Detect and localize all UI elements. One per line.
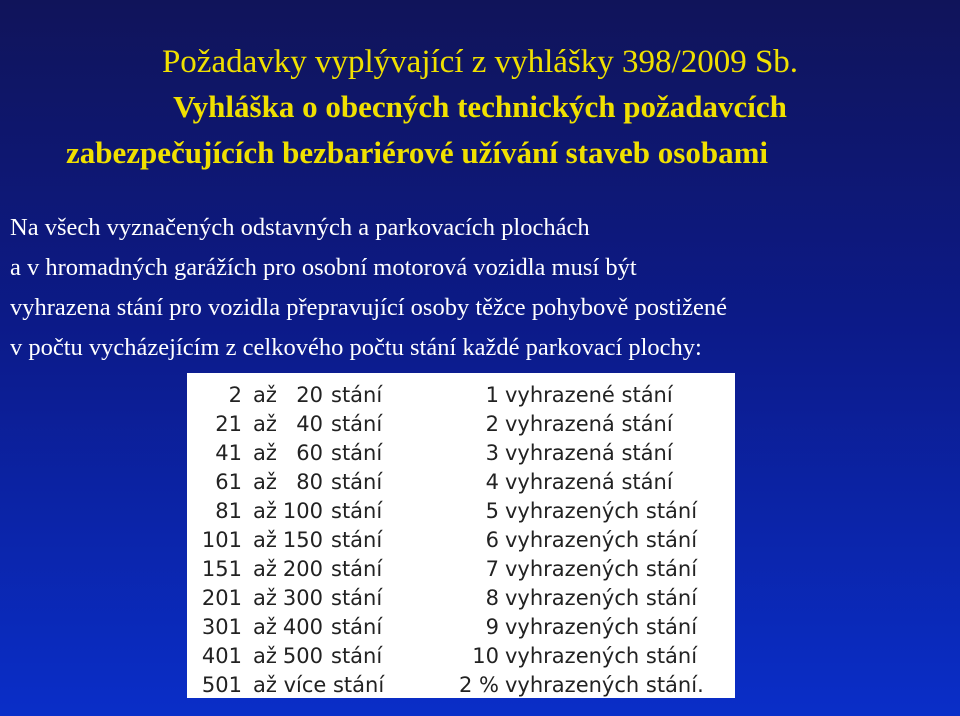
range-to: 60: [296, 441, 323, 465]
range-separator: až: [253, 644, 277, 668]
range-unit: stání: [331, 644, 383, 668]
range-from: 201: [201, 586, 242, 610]
range-separator: až: [253, 586, 277, 610]
reserved-count: 7: [485, 557, 499, 581]
reserved-count: 4: [485, 470, 499, 494]
reserved-label: vyhrazených stání: [505, 644, 698, 668]
table-row: [187, 613, 735, 642]
reserved-count: 5: [485, 499, 499, 523]
range-to: 200: [282, 557, 323, 581]
range-from: 101: [201, 528, 242, 552]
table-row: [187, 381, 735, 410]
table-row: [187, 468, 735, 497]
range-separator: až: [253, 557, 277, 581]
range-unit: stání: [331, 383, 383, 407]
reserved-count: 1: [485, 383, 499, 407]
range-unit: stání: [331, 615, 383, 639]
range-from: 81: [215, 499, 242, 523]
table-row: [187, 497, 735, 526]
range-unit: stání: [331, 470, 383, 494]
range-unit: stání: [331, 557, 383, 581]
table-row: [187, 439, 735, 468]
range-from: 21: [215, 412, 242, 436]
body-line-2: a v hromadných garážích pro osobní motorová vozidla musí být: [10, 254, 637, 281]
table-row: [187, 584, 735, 613]
table-row: [187, 555, 735, 584]
reserved-count: 8: [485, 586, 499, 610]
table-row: [187, 410, 735, 439]
range-separator: až: [253, 499, 277, 523]
reserved-count: 2 %: [459, 673, 499, 697]
parking-spaces-table: [187, 373, 735, 698]
range-to: 80: [296, 470, 323, 494]
range-unit: stání: [331, 528, 383, 552]
range-to: 100: [282, 499, 323, 523]
body-line-4: v počtu vycházejícím z celkového počtu stání každé parkovací plochy:: [10, 334, 702, 361]
range-from: 501: [201, 673, 242, 697]
range-to: 300: [282, 586, 323, 610]
reserved-label: vyhrazená stání: [505, 412, 673, 436]
range-unit: stání: [331, 499, 383, 523]
range-from: 61: [215, 470, 242, 494]
reserved-label: vyhrazených stání: [505, 586, 698, 610]
range-separator: až: [253, 528, 277, 552]
reserved-label: vyhrazených stání: [505, 528, 698, 552]
range-to: 400: [282, 615, 323, 639]
table-row: [187, 642, 735, 671]
range-unit: stání: [331, 441, 383, 465]
range-separator: až: [253, 470, 277, 494]
range-separator: až: [253, 383, 277, 407]
reserved-label: vyhrazených stání: [505, 615, 698, 639]
reserved-label: vyhrazených stání: [505, 499, 698, 523]
body-line-3: vyhrazena stání pro vozidla přepravující osoby těžce pohybově postižené: [10, 294, 728, 321]
slide-title: [0, 40, 960, 176]
range-open-ended: až více stání: [253, 673, 385, 697]
range-to: 150: [282, 528, 323, 552]
range-to: 40: [296, 412, 323, 436]
title-line-1: Požadavky vyplývající z vyhlášky 398/2009 Sb.: [161, 44, 799, 80]
reserved-count: 3: [485, 441, 499, 465]
range-from: 151: [201, 557, 242, 581]
range-separator: až: [253, 615, 277, 639]
title-line-3: zabezpečujících bezbariérové užívání staveb osobami: [66, 135, 769, 170]
body-line-1: Na všech vyznačených odstavných a parkovacích plochách: [10, 214, 590, 241]
reserved-count: 2: [485, 412, 499, 436]
range-unit: stání: [331, 412, 383, 436]
range-from: 301: [201, 615, 242, 639]
body-paragraph: [10, 208, 955, 368]
reserved-count: 10: [472, 644, 499, 668]
range-separator: až: [253, 441, 277, 465]
reserved-label: vyhrazená stání: [505, 441, 673, 465]
reserved-count: 6: [485, 528, 499, 552]
table-row: [187, 526, 735, 555]
range-unit: stání: [331, 586, 383, 610]
range-from: 41: [215, 441, 242, 465]
range-from: 2: [228, 383, 242, 407]
range-to: 500: [282, 644, 323, 668]
title-line-2: Vyhláška o obecných technických požadavcích: [173, 89, 787, 124]
reserved-label: vyhrazených stání: [505, 557, 698, 581]
reserved-label: vyhrazená stání: [505, 470, 673, 494]
reserved-label: vyhrazené stání: [505, 383, 673, 407]
reserved-count: 9: [485, 615, 499, 639]
reserved-label: vyhrazených stání.: [505, 673, 704, 697]
range-from: 401: [201, 644, 242, 668]
range-separator: až: [253, 412, 277, 436]
table-row: [187, 671, 735, 700]
range-to: 20: [296, 383, 323, 407]
